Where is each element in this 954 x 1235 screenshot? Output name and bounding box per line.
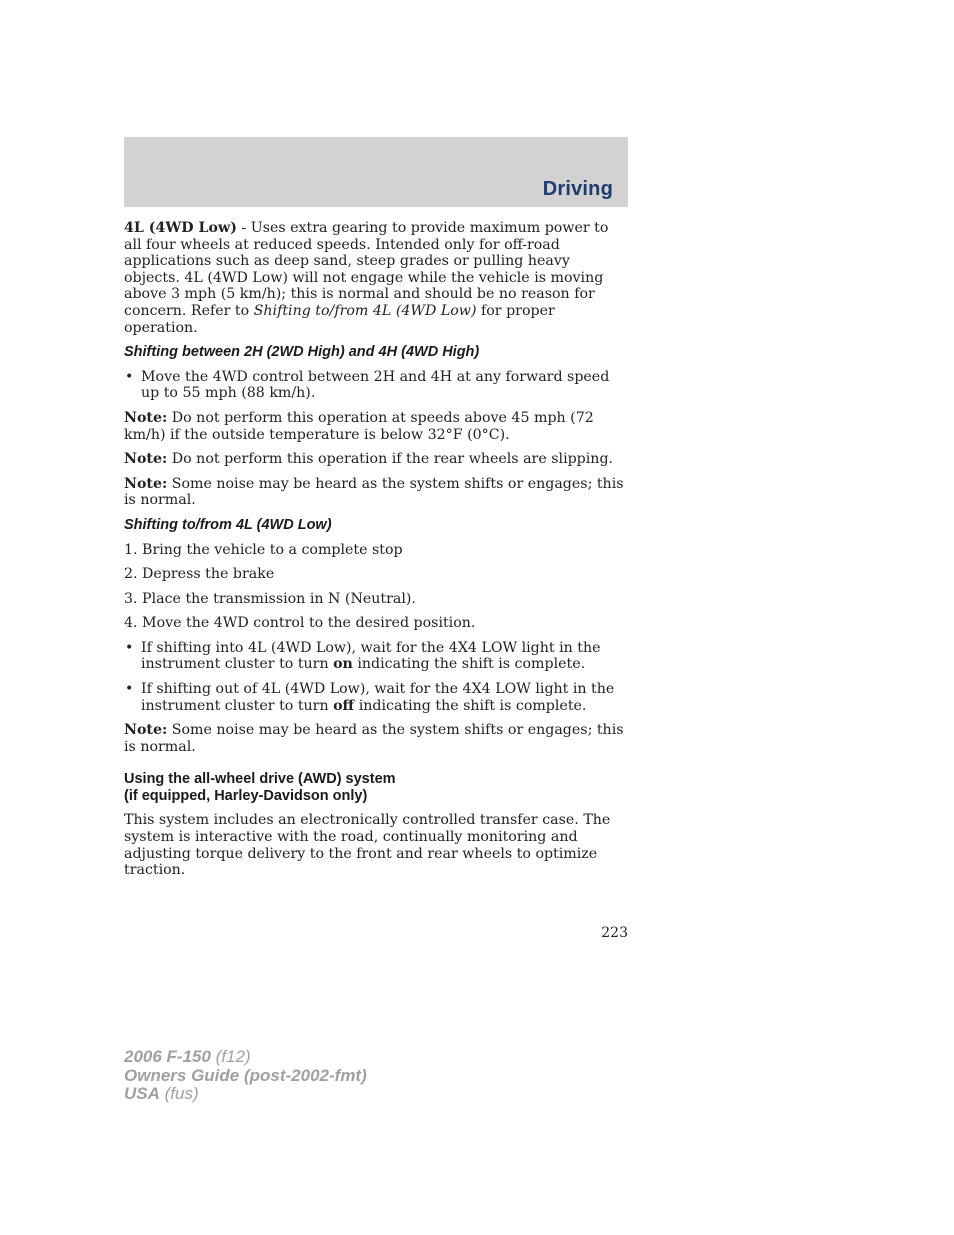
- note-label: Note:: [124, 722, 168, 739]
- section1-title: Shifting between 2H (2WD High) and 4H (4WD High): [124, 344, 480, 361]
- footer-line-2: [124, 1067, 367, 1086]
- note-text: Some noise may be heard as the system shifts or engages; this is normal.: [124, 722, 624, 755]
- intro-paragraph: [124, 220, 629, 336]
- bullet-pre: If shifting into 4L (4WD Low), wait for the 4X4 LOW light in the instrument cluster to turn: [141, 639, 601, 673]
- bullet-dot: •: [125, 368, 134, 385]
- section3-heading: [124, 771, 629, 804]
- step: 4. Move the 4WD control to the desired position.: [124, 615, 476, 632]
- footer-model: 2006 F-150: [124, 1047, 211, 1066]
- bullet-dot: •: [125, 681, 134, 698]
- section3-title-line2: (if equipped, Harley-Davidson only): [124, 787, 368, 804]
- note-label: Note:: [124, 409, 168, 426]
- section3-title-line1: Using the all-wheel drive (AWD) system: [124, 771, 396, 788]
- step: 3. Place the transmission in N (Neutral).: [124, 590, 416, 607]
- footer-guide: Owners Guide (post-2002-fmt): [124, 1065, 367, 1085]
- list-item: [124, 681, 629, 714]
- page-title: Driving: [542, 178, 613, 200]
- section2-title: Shifting to/from 4L (4WD Low): [124, 516, 332, 533]
- note-text: Do not perform this operation if the rear wheels are slipping.: [167, 451, 614, 468]
- bullet-bold: off: [333, 697, 355, 714]
- intro-term: 4L (4WD Low): [124, 220, 237, 236]
- bullet-pre: If shifting out of 4L (4WD Low), wait for the 4X4 LOW light in the instrument cluster to turn: [141, 681, 615, 714]
- note-label: Note:: [124, 451, 168, 468]
- list-item: [124, 369, 629, 402]
- footer-model-code: (f12): [210, 1047, 251, 1066]
- intro-text-2: for proper operation.: [124, 302, 555, 336]
- note: [124, 476, 629, 509]
- step: 2. Depress the brake: [124, 566, 275, 583]
- intro-link: Shifting to/from 4L (4WD Low): [253, 302, 477, 319]
- note-label: Note:: [124, 475, 168, 492]
- note: [124, 410, 629, 443]
- main-content: [124, 220, 629, 887]
- list-item: [124, 640, 629, 673]
- footer-line-3: [124, 1085, 367, 1104]
- footer-line-1: [124, 1048, 367, 1067]
- section3-body: This system includes an electronically controlled transfer case. The system is interactive with the road, continually monitoring and adjusting torque delivery to the front and rear wheels to optimize traction.: [124, 812, 611, 879]
- step: 1. Bring the vehicle to a complete stop: [124, 541, 403, 558]
- footer: [124, 1048, 367, 1104]
- bullet-bold: on: [333, 656, 353, 673]
- bullet-post: indicating the shift is complete.: [354, 697, 587, 714]
- bullet-text: Move the 4WD control between 2H and 4H at any forward speed up to 55 mph (88 km/h).: [141, 368, 610, 402]
- note: [124, 451, 629, 468]
- intro-text-1: - Uses extra gearing to provide maximum power to all four wheels at reduced speeds. Intended only for off-road applications such as deep sand, steep grades or pulling heavy objects. 4L (4WD Low) will not engage while the vehicle is moving above 3 mph (5 km/h); this is normal and should be no reason for concern. Refer to: [124, 220, 609, 319]
- footer-market: USA: [124, 1084, 160, 1103]
- header-band: [124, 137, 628, 207]
- page-number: 223: [601, 925, 628, 941]
- bullet-dot: •: [125, 639, 134, 656]
- bullet-post: indicating the shift is complete.: [352, 656, 586, 673]
- footer-market-code: (fus): [159, 1084, 199, 1103]
- note: [124, 722, 629, 755]
- note-text: Some noise may be heard as the system shifts or engages; this is normal.: [124, 475, 624, 509]
- note-text: Do not perform this operation at speeds above 45 mph (72 km/h) if the outside temperature is below 32°F (0°C).: [124, 409, 594, 443]
